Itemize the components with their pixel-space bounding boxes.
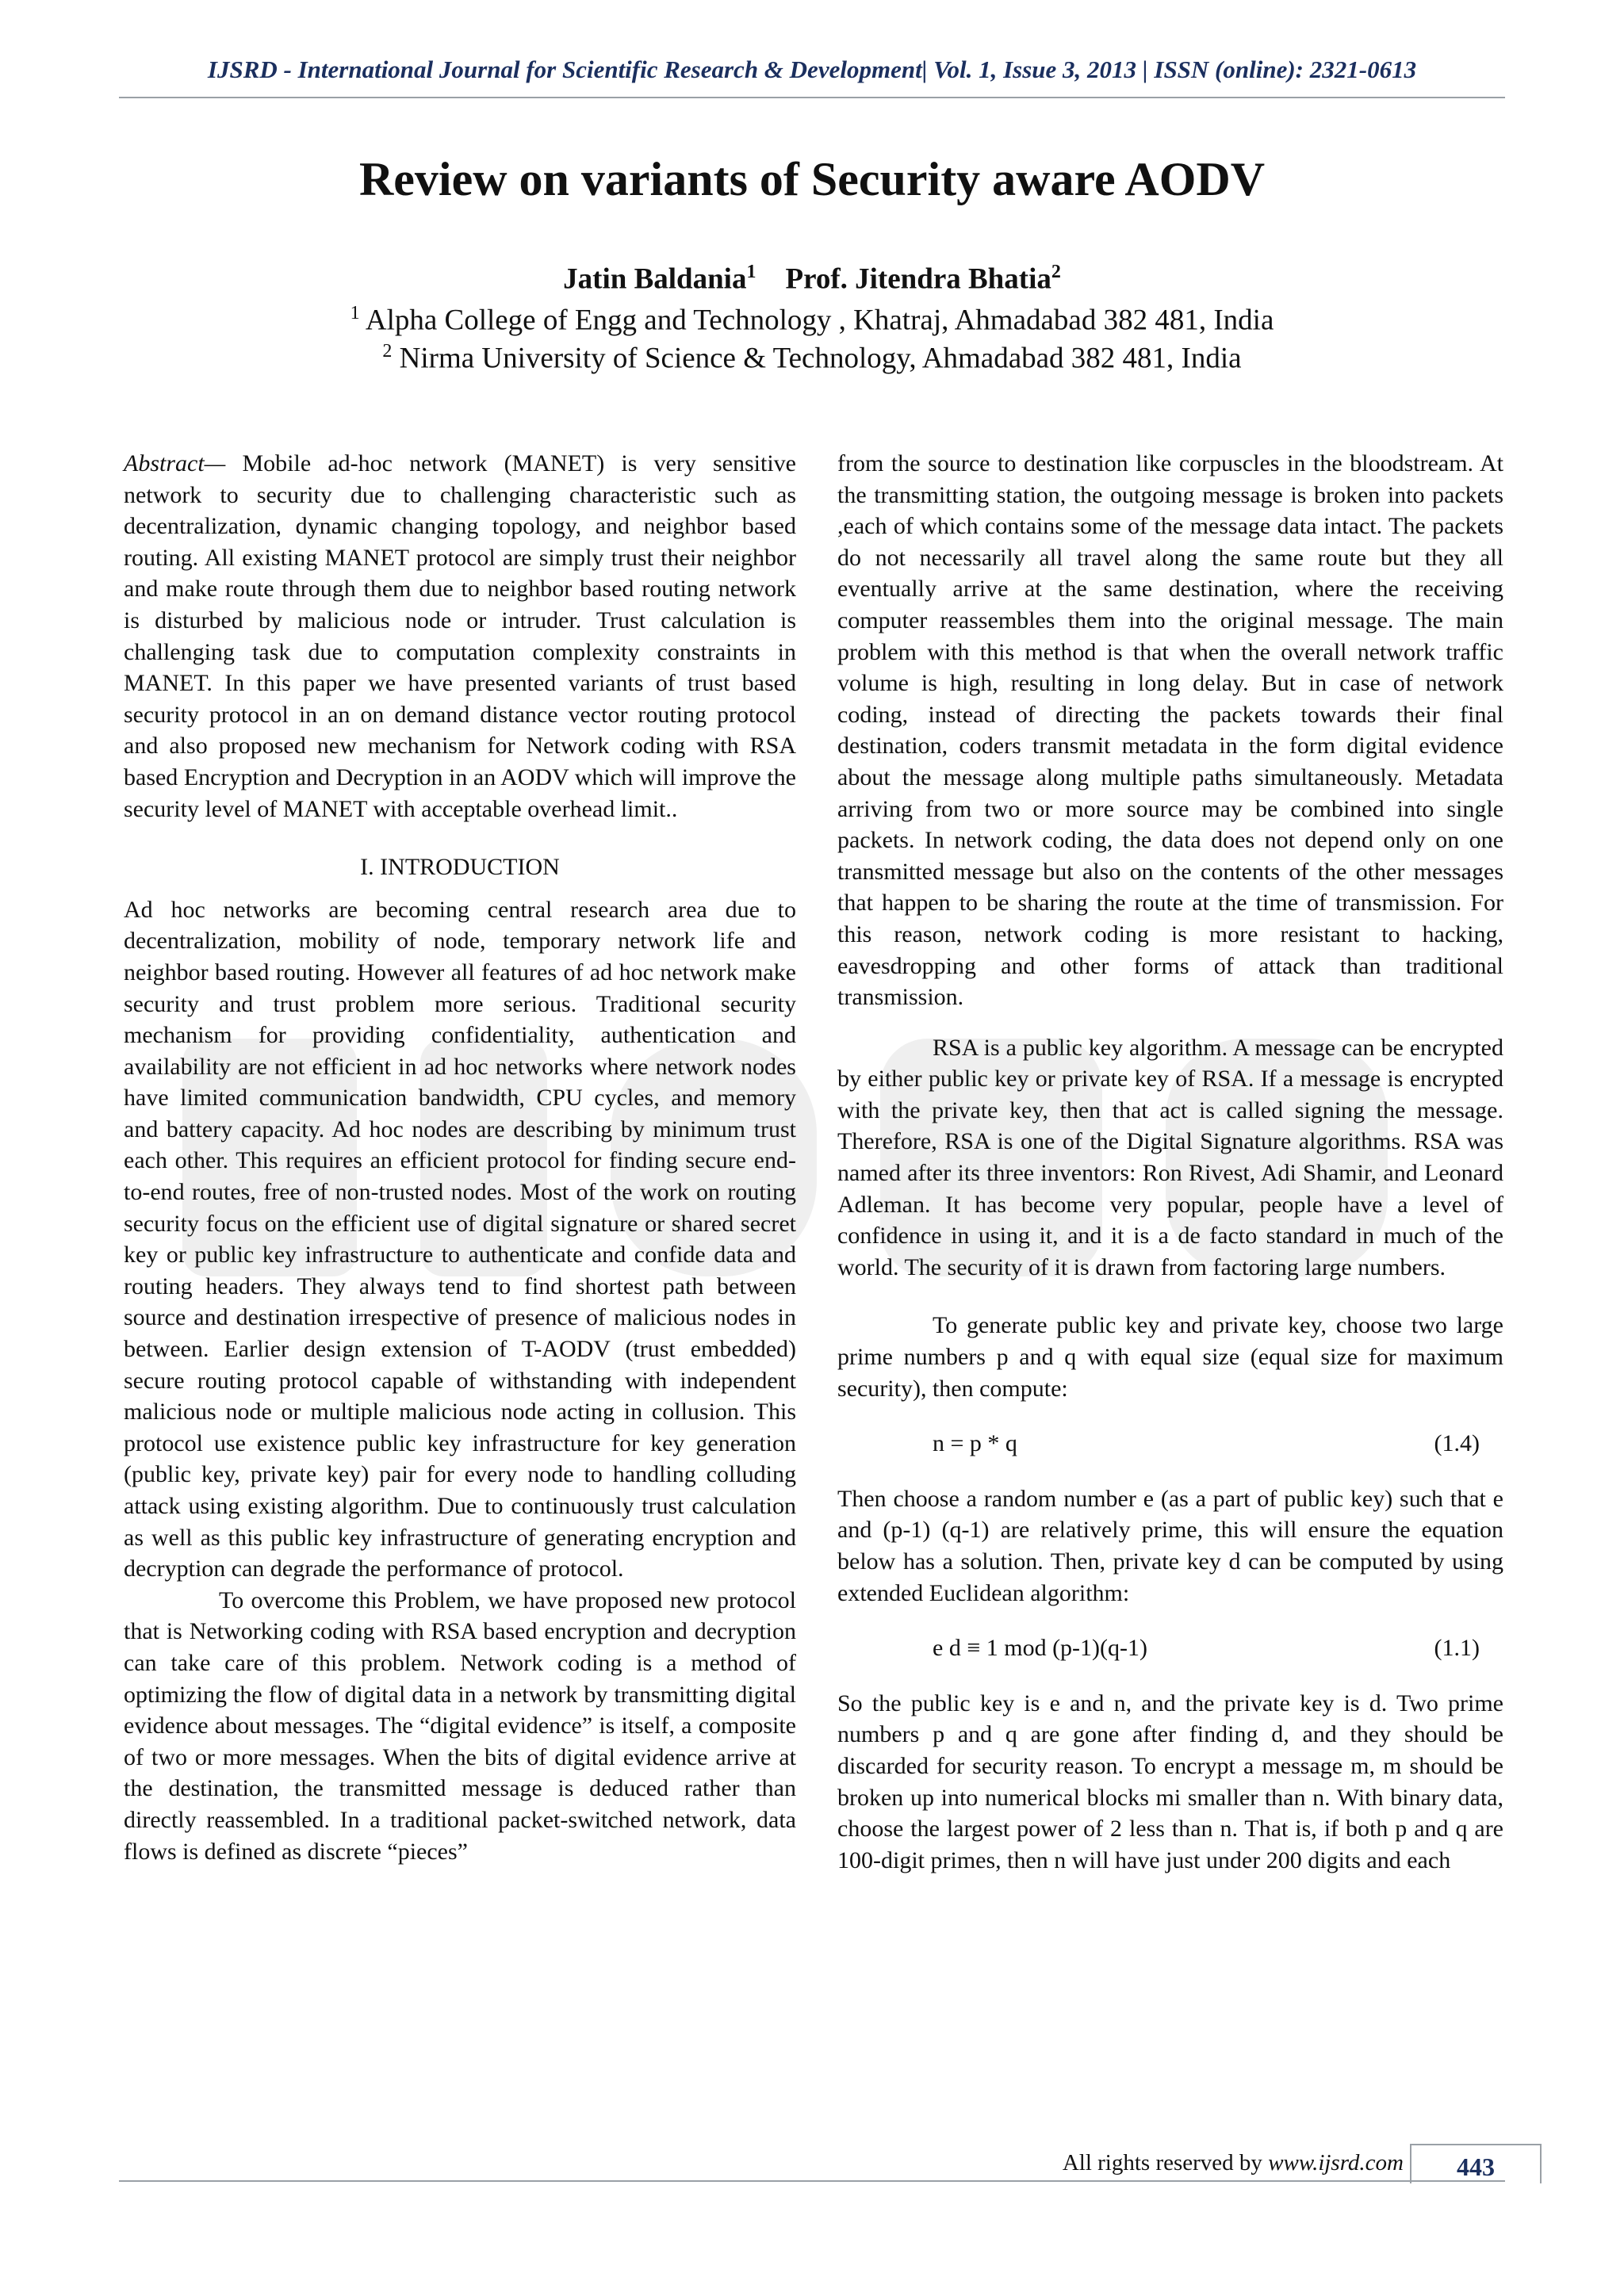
- author-sup: 2: [1051, 262, 1061, 282]
- header-rule: [119, 97, 1505, 98]
- abstract-text: Mobile ad-hoc network (MANET) is very sensitive network to security due to challenging characteristic such as decentralization, dynamic changing topology, and neighbor based routing. All existing MANET protocol are simply trust their neighbor and make route through them due to neighbor based routing network is disturbed by malicious node or intruder. Trust calculation is challenging task due to computation complexity constraints in MANET. In this paper we have presented variants of trust based security protocol in an on demand distance vector routing protocol and also proposed new mechanism for Network coding with RSA based Encryption and Decryption in an AODV which will improve the security level of MANET with acceptable overhead limit..: [124, 450, 796, 822]
- left-column: [124, 448, 796, 1867]
- section-heading-introduction: I. INTRODUCTION: [360, 854, 560, 881]
- key-generation-paragraph: To generate public key and private key, choose two large prime numbers p and q with equal size (equal size for maximum security), then compute:: [837, 1312, 1503, 1402]
- spacer: [837, 1404, 1503, 1428]
- spacer: [837, 1460, 1503, 1483]
- page-number: 443: [1410, 2144, 1542, 2183]
- footer-rule: [119, 2180, 1505, 2182]
- author-sup: 1: [746, 262, 756, 282]
- affiliation-text: Nirma University of Science & Technology, Ahmadabad 382 481, India: [399, 342, 1242, 375]
- affiliation-sup: 1: [350, 303, 360, 323]
- footer-site-link[interactable]: www.ijsrd.com: [1268, 2150, 1404, 2175]
- encryption-paragraph: So the public key is e and n, and the private key is d. Two prime numbers p and q are gone after finding d, and they should be discarded for security reason. To encrypt a message m, m should be broken up into numerical blocks mi smaller than n. With binary data, choose the largest power of 2 less than n. That is, if both p and q are 100-digit primes, then n will have just under 200 digits and each: [837, 1689, 1503, 1873]
- affiliation-2: [95, 333, 1529, 377]
- spacer: [837, 1283, 1503, 1310]
- affiliation-text: Alpha College of Engg and Technology , Khatraj, Ahmadabad 382 481, India: [365, 304, 1274, 337]
- equation-expression: e d ≡ 1 mod (p-1)(q-1): [933, 1635, 1148, 1662]
- abstract-label: Abstract—: [124, 450, 226, 476]
- intro-paragraph-1: Ad hoc networks are becoming central research area due to decentralization, mobility of node, temporary network life and neighbor based routing. However all features of ad hoc network make security and trust problem more serious. Traditional security mechanism for providing confidentiality, authentication and availability are not efficient in ad hoc networks where network nodes have limited communication bandwidth, CPU cycles, and memory and battery capacity. Ad hoc nodes are describing by minimum trust each other. This requires an efficient protocol for finding secure end-to-end routes, free of non-trusted nodes. Most of the work on routing security focus on the efficient use of digital signature or shared secret key or public key infrastructure to authenticate and confide data and routing headers. They always tend to find shortest path between source and destination irrespective of presence of malicious nodes in between. Earlier design extension of T-AODV (trust embedded) secure routing protocol capable of withstanding with independent malicious node or multiple malicious node acting in collusion. This protocol use existence public key infrastructure for key generation (public key, private key) pair for every node to handling colluding attack using existing algorithm. Due to continuously trust calculation as well as this public key infrastructure of generating encryption and decryption can degrade the performance of protocol.: [124, 896, 796, 1582]
- rsa-paragraph: RSA is a public key algorithm. A message can be encrypted by either public key or private key of RSA. If a message is encrypted with the private key, then that act is called signing the message. Therefore, RSA is one of the Digital Signature algorithms. RSA was named after its three inventors: Ron Rivest, Adi Shamir, and Leonard Adleman. It has become very popular, people have a level of confidence in using it, and it is a de facto standard in much of the world. The security of it is drawn from factoring large numbers.: [837, 1034, 1503, 1280]
- equation-1: [837, 1428, 1503, 1460]
- right-column: [837, 448, 1503, 1876]
- intro-paragraph-2: To overcome this Problem, we have proposed new protocol that is Networking coding with RSA based encryption and decryption can take care of this problem. Network coding is a method of optimizing the flow of digital data in a network by transmitting digital evidence about messages. The “digital evidence” is itself, a composite of two or more messages. When the bits of digital evidence arrive at the destination, the transmitted message is deduced rather than directly reassembled. In a traditional packet-switched network, data flows is defined as discrete “pieces”: [124, 1586, 796, 1865]
- equation-number: (1.4): [1434, 1430, 1480, 1457]
- network-coding-paragraph: from the source to destination like corpuscles in the bloodstream. At the transmitting station, the outgoing message is broken into packets ,each of which contains some of the message data intact. The packets do not necessarily all travel along the same route but they all eventually arrive at the same destination, where the receiving computer reassembles them into the original message. The main problem with this method is that when the overall network traffic volume is high, resulting in long delay. But in case of network coding, instead of directing the packets towards their final destination, coders transmit metadata in the form digital evidence about the message along multiple paths simultaneously. Metadata arriving from two or more source may be combined into single packets. In network coding, the data does not depend only on one transmitted message but also on the contents of the other messages that happen to be sharing the route at the time of transmission. For this reason, network coding is more resistant to hacking, eavesdropping and other forms of attack than traditional transmission.: [837, 450, 1503, 1011]
- equation-2: [837, 1632, 1503, 1664]
- running-header: IJSRD - International Journal for Scientific Research & Development| Vol. 1, Issue 3, 2013 | ISSN (online): 2321-0613: [207, 55, 1417, 83]
- abstract: [124, 448, 796, 825]
- equation-expression: n = p * q: [933, 1430, 1017, 1457]
- author-name: Prof. Jitendra Bhatia: [785, 262, 1051, 296]
- spacer: [837, 1609, 1503, 1632]
- spacer: [837, 1013, 1503, 1032]
- private-key-paragraph: Then choose a random number e (as a part of public key) such that e and (p-1) (q-1) are relatively prime, this will ensure the equation below has a solution. Then, private key d can be computed by using extended Euclidean algorithm:: [837, 1485, 1503, 1606]
- spacer: [837, 1664, 1503, 1688]
- footer-rights-text: All rights reserved by: [1062, 2150, 1269, 2175]
- equation-number: (1.1): [1434, 1635, 1480, 1662]
- affiliation-sup: 2: [382, 341, 393, 362]
- paper-title: Review on variants of Security aware AODV: [358, 153, 1266, 205]
- footer-rights: [1031, 2150, 1404, 2176]
- author-name: Jatin Baldania: [563, 262, 747, 296]
- author-line: [95, 254, 1529, 297]
